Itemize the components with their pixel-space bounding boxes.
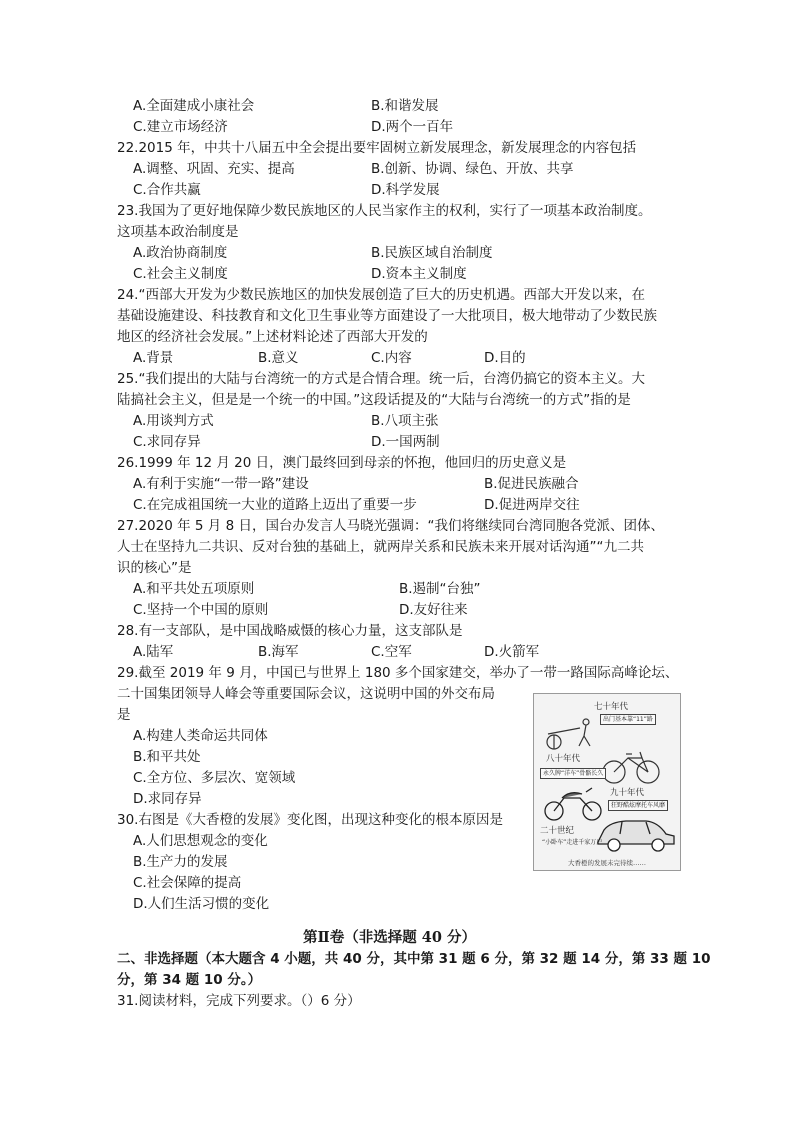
q28-option-d: D.火箭军 xyxy=(484,644,540,660)
q28-option-a: A.陆军 xyxy=(133,644,174,660)
q21-option-a: A.全面建成小康社会 xyxy=(133,98,255,114)
q23-stem-line1: 23.我国为了更好地保障少数民族地区的人民当家作主的权利，实行了一项基本政治制度。 xyxy=(117,203,652,219)
figure-era-80s: 八十年代 xyxy=(546,754,581,764)
q26-option-a: A.有利于实施“一带一路”建设 xyxy=(133,476,309,492)
q27-option-c: C.坚持一个中国的原则 xyxy=(133,602,269,618)
q29-option-a: A.构建人类命运共同体 xyxy=(133,728,268,744)
q23-option-c: C.社会主义制度 xyxy=(133,266,228,282)
q21-option-d: D.两个一百年 xyxy=(371,119,454,135)
cart-icon xyxy=(547,719,590,749)
q27-stem-line1: 27.2020 年 5 月 8 日，国台办发言人马晓光强调：“我们将继续同台湾同胞各党派、团体、 xyxy=(117,518,664,534)
q26-option-c: C.在完成祖国统一大业的道路上迈出了重要一步 xyxy=(133,497,417,513)
q28-stem: 28.有一支部队，是中国战略威慑的核心力量，这支部队是 xyxy=(117,623,463,639)
q22-option-d: D.科学发展 xyxy=(371,182,440,198)
q30-option-b: B.生产力的发展 xyxy=(133,854,228,870)
q30-stem: 30.右图是《大香橙的发展》变化图，出现这种变化的根本原因是 xyxy=(117,812,503,828)
q25-option-b: B.八项主张 xyxy=(371,413,439,429)
figure-tag-70s: 出门基本靠“11”路 xyxy=(600,714,656,725)
q26-option-b: B.促进民族融合 xyxy=(484,476,579,492)
part2-heading-line2: 分，第 34 题 10 分。） xyxy=(117,972,262,988)
q25-stem-line1: 25.“我们提出的大陆与台湾统一的方式是合情合理。统一后，台湾仍搞它的资本主义。大 xyxy=(117,371,645,387)
part2-heading-line1: 二、非选择题（本大题含 4 小题，共 40 分，其中第 31 题 6 分，第 32 题 14 分，第 33 题 10 xyxy=(117,951,711,967)
q30-option-c: C.社会保障的提高 xyxy=(133,875,242,891)
q25-stem-line2: 陆搞社会主义，但是是一个统一的中国。”这段话提及的“大陆与台湾统一的方式”指的是 xyxy=(117,392,631,408)
q23-option-b: B.民族区域自治制度 xyxy=(371,245,493,261)
q30-option-d: D.人们生活习惯的变化 xyxy=(133,896,270,912)
q28-option-b: B.海军 xyxy=(258,644,299,660)
figure-tag-21c: “小卧车”走进千家万户 xyxy=(542,839,603,846)
q29-option-c: C.全方位、多层次、宽领域 xyxy=(133,770,296,786)
car-icon xyxy=(598,821,674,851)
q30-option-a: A.人们思想观念的变化 xyxy=(133,833,268,849)
q22-option-c: C.合作共赢 xyxy=(133,182,201,198)
q31-stem: 31.阅读材料，完成下列要求。（）6 分） xyxy=(117,993,361,1009)
q27-stem-line3: 识的核心”是 xyxy=(117,560,192,576)
q29-stem-line2: 二十国集团领导人峰会等重要国际会议，这说明中国的外交布局 xyxy=(117,686,495,702)
q25-option-c: C.求同存异 xyxy=(133,434,201,450)
q22-stem: 22.2015 年，中共十八届五中全会提出要牢固树立新发展理念，新发展理念的内容包括 xyxy=(117,140,637,156)
q22-option-a: A.调整、巩固、充实、提高 xyxy=(133,161,295,177)
q24-option-a: A.背景 xyxy=(133,350,174,366)
q24-stem-line1: 24.“西部大开发为少数民族地区的加快发展创造了巨大的历史机遇。西部大开发以来，在 xyxy=(117,287,645,303)
figure-caption: 大香橙的发展未完待续…… xyxy=(568,859,646,867)
q24-option-d: D.目的 xyxy=(484,350,526,366)
q29-stem-line1: 29.截至 2019 年 9 月，中国已与世界上 180 多个国家建交，举办了一带一路国际高峰论坛、 xyxy=(117,665,679,681)
q26-option-d: D.促进两岸交往 xyxy=(484,497,580,513)
q23-stem-line2: 这项基本政治制度是 xyxy=(117,224,239,240)
figure-tag-90s: 狂野酷炫摩托车风靡 xyxy=(608,800,668,811)
q24-option-b: B.意义 xyxy=(258,350,299,366)
q27-option-a: A.和平共处五项原则 xyxy=(133,581,255,597)
part2-title: 第Ⅱ卷（非选择题 40 分） xyxy=(303,929,476,946)
bicycle-icon xyxy=(603,752,659,783)
q28-option-c: C.空军 xyxy=(371,644,412,660)
figure-era-21c: 二十世纪 xyxy=(540,826,575,836)
figure-tag-80s: 永久牌“洋车”骨骼长久 xyxy=(540,768,606,779)
figure-era-90s: 九十年代 xyxy=(610,788,645,798)
q27-option-d: D.友好往来 xyxy=(399,602,468,618)
q24-stem-line3: 地区的经济社会发展。”上述材料论述了西部大开发的 xyxy=(117,329,428,345)
q29-stem-line3: 是 xyxy=(117,707,131,723)
q25-option-a: A.用谈判方式 xyxy=(133,413,214,429)
q27-option-b: B.遏制“台独” xyxy=(399,581,481,597)
motorcycle-icon xyxy=(545,788,601,820)
transport-development-figure xyxy=(533,693,681,871)
q22-option-b: B.创新、协调、绿色、开放、共享 xyxy=(371,161,574,177)
q23-option-d: D.资本主义制度 xyxy=(371,266,467,282)
q23-option-a: A.政治协商制度 xyxy=(133,245,228,261)
q26-stem: 26.1999 年 12 月 20 日，澳门最终回到母亲的怀抱，他回归的历史意义是 xyxy=(117,455,567,471)
q21-option-c: C.建立市场经济 xyxy=(133,119,228,135)
q29-option-b: B.和平共处 xyxy=(133,749,201,765)
q27-stem-line2: 人士在坚持九二共识、反对台独的基础上，就两岸关系和民族未来开展对话沟通”“九二共 xyxy=(117,539,644,555)
q24-option-c: C.内容 xyxy=(371,350,412,366)
q25-option-d: D.一国两制 xyxy=(371,434,440,450)
q24-stem-line2: 基础设施建设、科技教育和文化卫生事业等方面建设了一大批项目，极大地带动了少数民族 xyxy=(117,308,657,324)
q21-option-b: B.和谐发展 xyxy=(371,98,439,114)
figure-era-70s: 七十年代 xyxy=(594,702,629,712)
q29-option-d: D.求同存异 xyxy=(133,791,202,807)
